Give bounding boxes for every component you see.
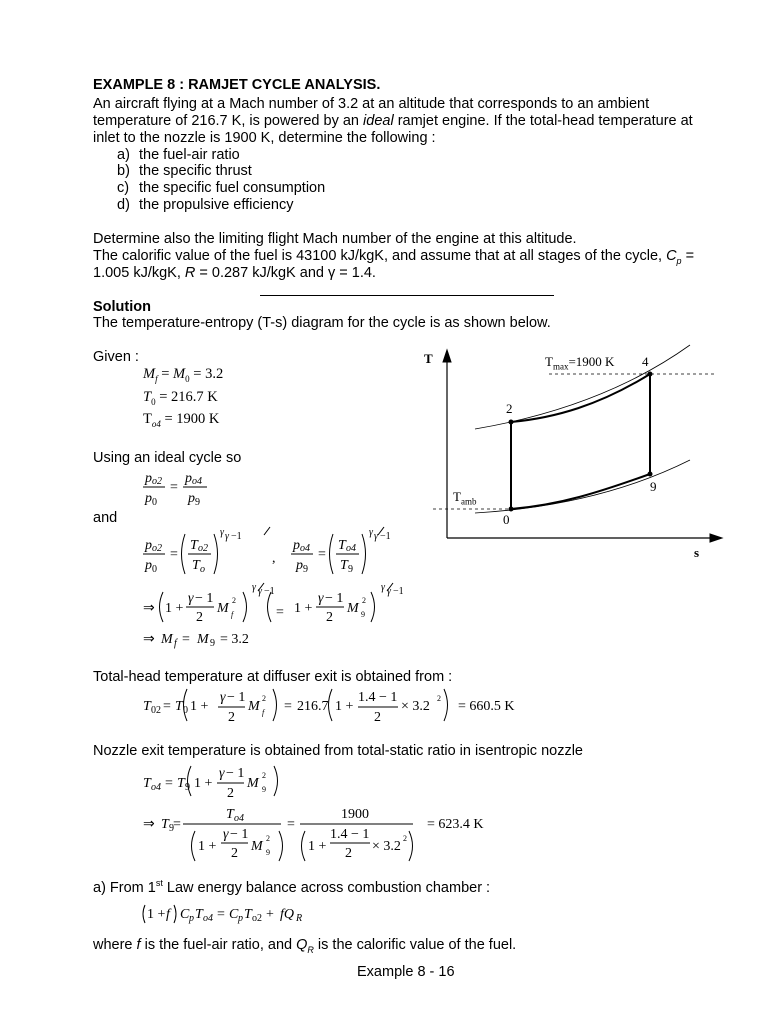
svg-text:⇒: ⇒ (143, 817, 155, 832)
diffuser-frac-den: 2 (374, 710, 381, 725)
svg-text:− 1: − 1 (227, 690, 246, 705)
svg-text:M: M (347, 601, 359, 616)
svg-text:T: T (161, 817, 169, 832)
svg-text:=: = (170, 547, 178, 562)
svg-text:o: o (200, 564, 205, 575)
point-9-label: 9 (650, 479, 657, 494)
svg-text:9: 9 (262, 785, 266, 794)
low-pressure-isobar (475, 460, 690, 513)
svg-text:p: p (238, 913, 243, 924)
s-axis-label: s (694, 545, 700, 560)
svg-text:M: M (251, 839, 263, 854)
given-label: Given : (93, 349, 139, 365)
svg-text:+: + (266, 907, 274, 922)
svg-text:γ: γ (369, 527, 373, 538)
svg-text:f: f (262, 708, 265, 717)
svg-text:9: 9 (169, 823, 174, 834)
svg-text:2: 2 (227, 786, 234, 801)
svg-text:2: 2 (262, 771, 266, 780)
first-law-line: a) From 1st Law energy balance across combustion chamber : (93, 878, 491, 896)
svg-text:T: T (192, 558, 200, 573)
svg-text:0: 0 (183, 705, 188, 716)
t-axis-label: T (424, 351, 433, 366)
svg-text:=: = (173, 817, 181, 832)
nozzle-times: × 3.2 (372, 839, 401, 854)
svg-text:γ: γ (381, 582, 385, 593)
given-to4: $T_{o4} = 1900$ K (143, 411, 220, 429)
given-t0: $T_0 = 216.7$ K (143, 389, 218, 407)
svg-text:−1: −1 (231, 531, 242, 542)
svg-text:0: 0 (152, 497, 157, 508)
svg-text:T: T (177, 776, 185, 791)
svg-text:− 1: − 1 (230, 827, 249, 842)
svg-text:p: p (189, 913, 194, 924)
intro-line-3: inlet to the nozzle is 1900 K, determine the following : (93, 130, 436, 146)
svg-text:2: 2 (232, 596, 236, 605)
svg-text:o4: o4 (346, 543, 356, 554)
svg-text:o4: o4 (300, 543, 310, 554)
svg-text:γ: γ (188, 591, 194, 606)
svg-text:o2: o2 (252, 913, 262, 924)
svg-text:− 1: − 1 (195, 591, 214, 606)
svg-text:T: T (340, 558, 348, 573)
svg-text:− 1: − 1 (226, 766, 245, 781)
task-c: c) the specific fuel consumption (117, 180, 326, 196)
point-4-label: 4 (642, 354, 649, 369)
example-heading: EXAMPLE 8 : RAMJET CYCLE ANALYSIS. (93, 77, 381, 93)
svg-text:2: 2 (228, 710, 235, 725)
svg-text:C: C (180, 907, 190, 922)
svg-text:T: T (175, 699, 183, 714)
svg-text:f: f (166, 907, 170, 922)
svg-text:=: = (318, 547, 326, 562)
svg-text:=: = (165, 776, 173, 791)
nozzle-frac-den: 2 (345, 846, 352, 861)
svg-text:−1: −1 (393, 586, 404, 597)
svg-text:9: 9 (210, 638, 215, 649)
svg-text:T: T (190, 538, 198, 553)
svg-text:9: 9 (195, 497, 200, 508)
svg-text:f: f (231, 610, 234, 619)
svg-text:T: T (338, 538, 346, 553)
ts-diagram-line: The temperature-entropy (T-s) diagram for the cycle is as shown below. (93, 315, 551, 331)
svg-text:9: 9 (185, 782, 190, 793)
svg-text:T: T (143, 776, 151, 791)
intro-line-2: temperature of 216.7 K, is powered by an ideal ramjet engine. If the total-head temperature at (93, 113, 693, 129)
svg-text:o2: o2 (152, 476, 162, 487)
nozzle-line: Nozzle exit temperature is obtained from total-static ratio in isentropic nozzle (93, 743, 583, 759)
svg-text:M: M (197, 632, 209, 647)
svg-text:1 +: 1 + (194, 776, 213, 791)
limit-line: Determine also the limiting flight Mach number of the engine at this altitude. (93, 231, 577, 247)
svg-text:−1: −1 (380, 531, 391, 542)
nozzle-frac-num: 1.4 − 1 (330, 827, 370, 842)
tamb-label: $T_{amb}$ (453, 489, 477, 507)
svg-text:=: = (287, 817, 295, 832)
svg-text:⇒: ⇒ (143, 601, 155, 616)
solution-title: Solution (93, 299, 151, 315)
svg-text:f: f (174, 638, 177, 649)
svg-text:T: T (195, 907, 203, 922)
diffuser-frac-num: 1.4 − 1 (358, 690, 398, 705)
diffuser-value: 216.7 (297, 699, 329, 714)
where-line: where f is the fuel-air ratio, and $Q_R$ is the calorific value of the fuel. (93, 937, 517, 955)
svg-text:2: 2 (262, 694, 266, 703)
svg-text:,: , (272, 551, 276, 566)
svg-text:=: = (182, 632, 190, 647)
calorific-line-2: 1.005 kJ/kgK, R = 0.287 kJ/kgK and γ = 1.4. (93, 265, 376, 281)
point-0-label: 0 (503, 512, 510, 527)
point-2-label: 2 (506, 401, 513, 416)
svg-text:γ: γ (387, 586, 391, 597)
svg-text:o4: o4 (192, 476, 202, 487)
svg-text:o2: o2 (198, 543, 208, 554)
svg-text:=: = (276, 605, 284, 620)
svg-text:⇒: ⇒ (143, 632, 155, 647)
svg-text:p: p (293, 538, 300, 553)
diffuser-times: × 3.2 (401, 699, 430, 714)
svg-text:1 +: 1 + (165, 601, 184, 616)
svg-text:T: T (226, 807, 234, 822)
svg-text:2: 2 (362, 596, 366, 605)
diffuser-line: Total-head temperature at diffuser exit is obtained from : (93, 669, 453, 685)
nozzle-result: = 623.4 K (427, 817, 484, 832)
state-point-2 (509, 420, 514, 425)
task-b: b) the specific thrust (117, 163, 252, 179)
svg-text:C: C (229, 907, 239, 922)
svg-text:p: p (185, 471, 192, 486)
svg-text:R: R (296, 913, 303, 924)
svg-text:γ: γ (220, 690, 226, 705)
svg-text:o4: o4 (203, 913, 213, 924)
svg-text:2: 2 (403, 834, 407, 843)
svg-text:2: 2 (437, 694, 441, 703)
s-axis-arrow-icon (710, 534, 722, 542)
svg-text:o4: o4 (151, 782, 161, 793)
svg-text:=: = (163, 699, 171, 714)
svg-text:=: = (170, 480, 178, 495)
diffuser-result: = 660.5 K (458, 699, 515, 714)
svg-text:1 +: 1 + (147, 907, 166, 922)
state-point-9 (648, 472, 653, 477)
cycle-path (511, 374, 650, 509)
svg-text:M: M (248, 699, 260, 714)
svg-text:γ: γ (219, 766, 225, 781)
svg-text:p: p (145, 558, 152, 573)
state-point-0 (509, 507, 514, 512)
svg-text:fQ: fQ (280, 907, 294, 922)
intro-line-1: An aircraft flying at a Mach number of 3.2 at an altitude that corresponds to an ambient (93, 96, 650, 112)
svg-text:2: 2 (196, 610, 203, 625)
svg-text:2: 2 (326, 610, 333, 625)
task-d: d) the propulsive efficiency (117, 197, 294, 213)
svg-text:γ: γ (220, 527, 224, 538)
svg-text:o4: o4 (234, 813, 244, 824)
svg-text:9: 9 (303, 564, 308, 575)
svg-text:9: 9 (348, 564, 353, 575)
task-a: a) the fuel-air ratio (117, 147, 240, 163)
svg-text:γ: γ (252, 582, 256, 593)
given-mach: $M_f = M_0 = 3.2$ (143, 366, 224, 384)
svg-text:−1: −1 (264, 586, 275, 597)
svg-text:= 3.2: = 3.2 (220, 632, 249, 647)
svg-text:2: 2 (266, 834, 270, 843)
calorific-line-1: The calorific value of the fuel is 43100 kJ/kgK, and assume that at all stages of the cycle, $C_p$ = (93, 248, 695, 266)
svg-text:1 +: 1 + (190, 699, 209, 714)
svg-text:γ: γ (318, 591, 324, 606)
svg-text:− 1: − 1 (325, 591, 344, 606)
svg-text:p: p (296, 558, 303, 573)
svg-text:02: 02 (151, 705, 161, 716)
svg-text:2: 2 (231, 846, 238, 861)
svg-text:p: p (145, 471, 152, 486)
page-footer: Example 8 - 16 (357, 964, 455, 980)
svg-text:M: M (217, 601, 229, 616)
svg-text:γ: γ (258, 586, 262, 597)
svg-text:M: M (247, 776, 259, 791)
svg-text:1 +: 1 + (198, 839, 217, 854)
svg-text:M: M (161, 632, 173, 647)
svg-text:γ: γ (374, 531, 378, 542)
and-label: and (93, 510, 118, 526)
nozzle-numerator: 1900 (341, 807, 369, 822)
tmax-label: $T_{max}=1900$ K (545, 354, 615, 372)
svg-text:9: 9 (361, 610, 365, 619)
svg-text:γ: γ (223, 827, 229, 842)
state-point-4 (648, 372, 653, 377)
svg-text:1 +: 1 + (335, 699, 354, 714)
svg-text:p: p (145, 491, 152, 506)
svg-text:o2: o2 (152, 543, 162, 554)
svg-text:9: 9 (266, 848, 270, 857)
svg-text:p: p (145, 538, 152, 553)
svg-text:p: p (188, 491, 195, 506)
ideal-cycle-line: Using an ideal cycle so (93, 450, 242, 466)
svg-text:1 +: 1 + (308, 839, 327, 854)
svg-text:γ: γ (225, 531, 229, 542)
svg-text:T: T (143, 699, 151, 714)
svg-text:T: T (244, 907, 252, 922)
t-axis-arrow-icon (443, 350, 451, 362)
svg-text:=: = (217, 907, 225, 922)
svg-text:1 +: 1 + (294, 601, 313, 616)
svg-text:=: = (284, 699, 292, 714)
svg-text:0: 0 (152, 564, 157, 575)
